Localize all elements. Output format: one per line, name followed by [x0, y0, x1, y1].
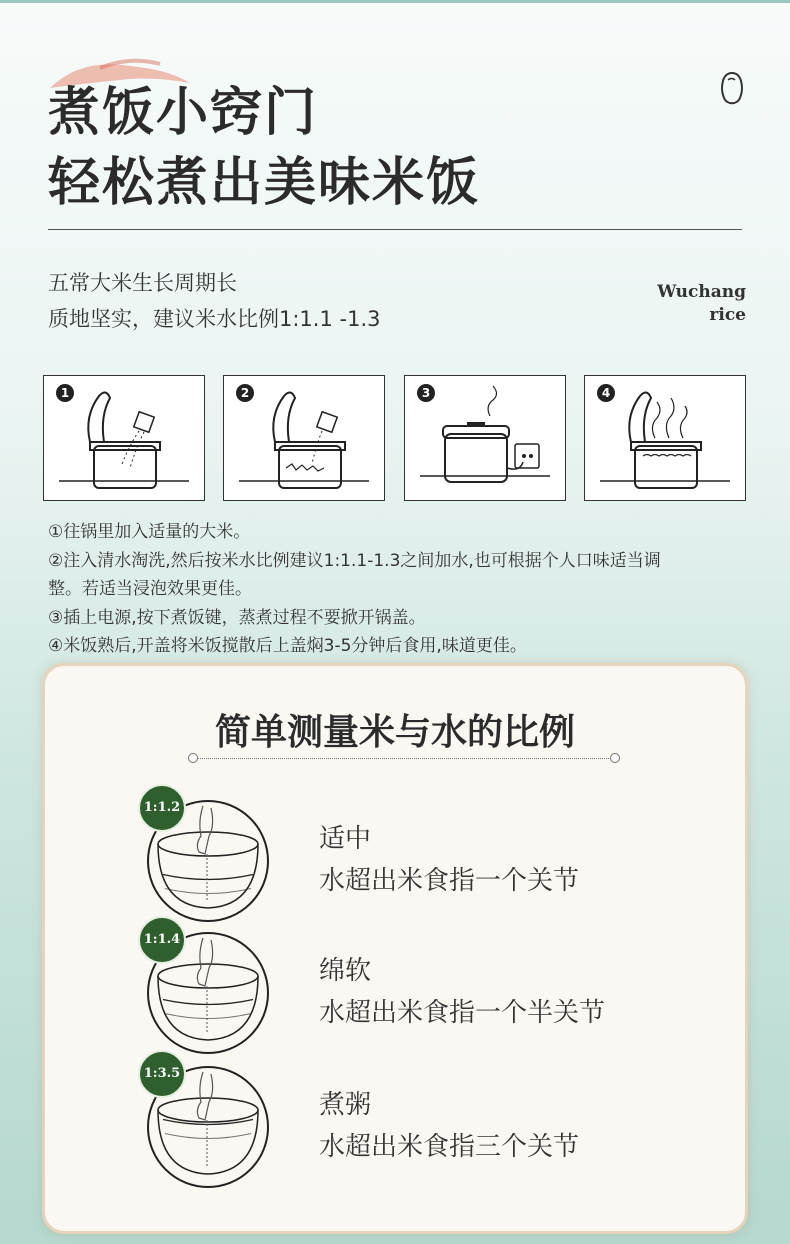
intro-line-2: 质地坚实，建议米水比例1:1.1 -1.3 — [48, 307, 381, 331]
ratio-name: 绵软 — [319, 956, 372, 986]
ratio-badge: 1:1.2 — [138, 784, 186, 832]
instruction-3: ③插上电源,按下煮饭键，蒸煮过程不要掀开锅盖。 — [48, 608, 426, 628]
step-panel-2 — [223, 375, 385, 501]
ratio-name: 煮粥 — [319, 1090, 372, 1120]
english-label-line2: rice — [709, 305, 746, 325]
intro-line-1: 五常大米生长周期长 — [48, 271, 237, 295]
ratio-name: 适中 — [319, 824, 372, 854]
ratio-row — [45, 796, 745, 926]
step-badge-2: 2 — [236, 384, 254, 402]
ratio-badge: 1:1.4 — [138, 916, 186, 964]
ratio-description: 水超出米食指一个半关节 — [319, 998, 606, 1028]
top-border — [0, 0, 790, 3]
ratio-row — [45, 1062, 745, 1192]
ratio-row — [45, 928, 745, 1058]
step-panel-1 — [43, 375, 205, 501]
step-badge-4: 4 — [597, 384, 615, 402]
underline-dot-right — [610, 753, 620, 763]
instruction-2: ②注入清水淘洗,然后按米水比例建议1:1.1-1.3之间加水,也可根据个人口味适当调 — [48, 551, 661, 571]
instruction-2-cont: 整。若适当浸泡效果更佳。 — [48, 579, 252, 599]
step-badge-3: 3 — [417, 384, 435, 402]
page-title-line2: 轻松煮出美味米饭 — [48, 153, 481, 213]
step-panel-3 — [404, 375, 566, 501]
ratio-badge: 1:3.5 — [138, 1050, 186, 1098]
english-label-line1: Wuchang — [657, 282, 746, 302]
instruction-1: ①往锅里加入适量的大米。 — [48, 522, 251, 542]
header-divider — [48, 229, 742, 230]
page-title-line1: 煮饭小窍门 — [48, 83, 319, 143]
title-underline — [195, 758, 611, 759]
rice-grain-icon — [718, 70, 746, 108]
ratio-card-title: 简单测量米与水的比例 — [214, 712, 575, 753]
underline-dot-left — [188, 753, 198, 763]
step-panel-4 — [584, 375, 746, 501]
ratio-card — [42, 663, 748, 1234]
ratio-description: 水超出米食指一个关节 — [319, 866, 580, 896]
ratio-description: 水超出米食指三个关节 — [319, 1132, 580, 1162]
instruction-4: ④米饭熟后,开盖将米饭搅散后上盖焖3-5分钟后食用,味道更佳。 — [48, 636, 527, 656]
step-badge-1: 1 — [56, 384, 74, 402]
